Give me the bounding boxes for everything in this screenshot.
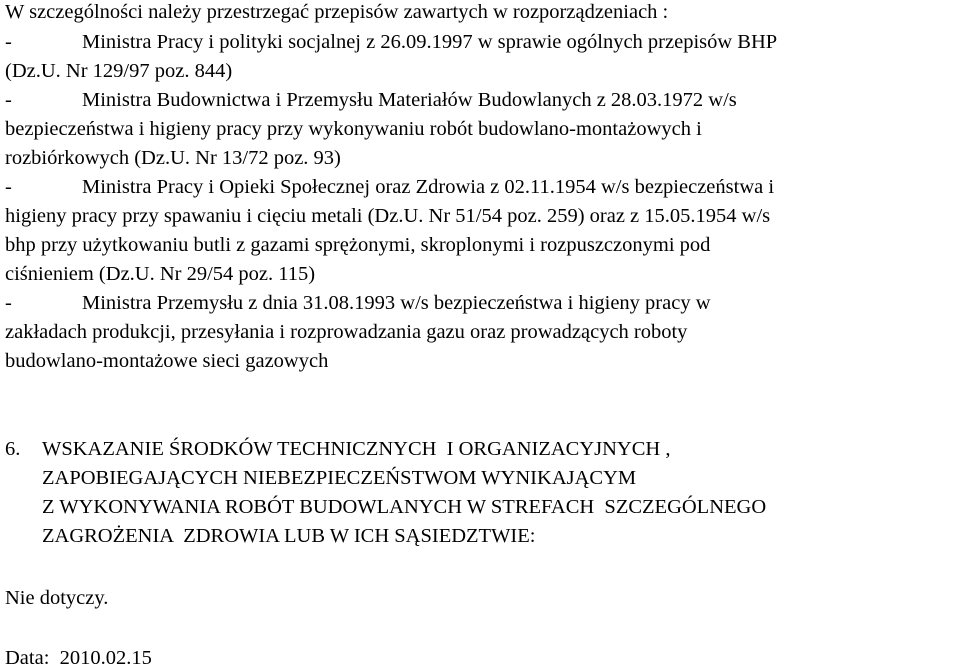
regulation-line: higieny pracy przy spawaniu i cięciu metali (Dz.U. Nr 51/54 poz. 259) oraz z 15.05.1954 w/s: [5, 205, 771, 227]
section-heading-line: WSKAZANIE ŚRODKÓW TECHNICZNYCH I ORGANIZACYJNYCH ,: [42, 438, 671, 460]
regulation-line: Ministra Pracy i Opieki Społecznej oraz Zdrowia z 02.11.1954 w/s bezpieczeństwa i: [82, 176, 775, 198]
section-number: 6.: [5, 438, 21, 460]
intro-text: W szczególności należy przestrzegać przepisów zawartych w rozporządzeniach :: [5, 1, 669, 23]
section-body: Nie dotyczy.: [5, 587, 109, 609]
regulation-line: bezpieczeństwa i higieny pracy przy wykonywaniu robót budowlano-montażowych i: [5, 118, 702, 140]
list-dash: -: [5, 292, 12, 314]
list-dash: -: [5, 176, 12, 198]
regulation-line: bhp przy użytkowaniu butli z gazami sprężonymi, skroplonymi i rozpuszczonymi pod: [5, 234, 711, 256]
regulation-line: Ministra Budownictwa i Przemysłu Materiałów Budowlanych z 28.03.1972 w/s: [82, 89, 737, 111]
section-heading-line: ZAPOBIEGAJĄCYCH NIEBEZPIECZEŃSTWOM WYNIKAJĄCYM: [42, 467, 637, 489]
list-dash: -: [5, 89, 12, 111]
section-heading-line: ZAGROŻENIA ZDROWIA LUB W ICH SĄSIEDZTWIE:: [42, 525, 536, 547]
regulation-line: Ministra Pracy i polityki socjalnej z 26.09.1997 w sprawie ogólnych przepisów BHP: [82, 31, 778, 53]
regulation-line: ciśnieniem (Dz.U. Nr 29/54 poz. 115): [5, 263, 316, 285]
section-heading-line: Z WYKONYWANIA ROBÓT BUDOWLANYCH W STREFACH SZCZEGÓLNEGO: [42, 496, 767, 518]
regulation-line: (Dz.U. Nr 129/97 poz. 844): [5, 60, 233, 82]
list-dash: -: [5, 31, 12, 53]
regulation-line: Ministra Przemysłu z dnia 31.08.1993 w/s bezpieczeństwa i higieny pracy w: [82, 292, 711, 314]
regulation-line: budowlano-montażowe sieci gazowych: [5, 350, 329, 372]
regulation-line: rozbiórkowych (Dz.U. Nr 13/72 poz. 93): [5, 147, 341, 169]
regulation-line: zakładach produkcji, przesyłania i rozprowadzania gazu oraz prowadzących roboty: [5, 321, 688, 343]
document-date: Data: 2010.02.15: [5, 647, 152, 669]
